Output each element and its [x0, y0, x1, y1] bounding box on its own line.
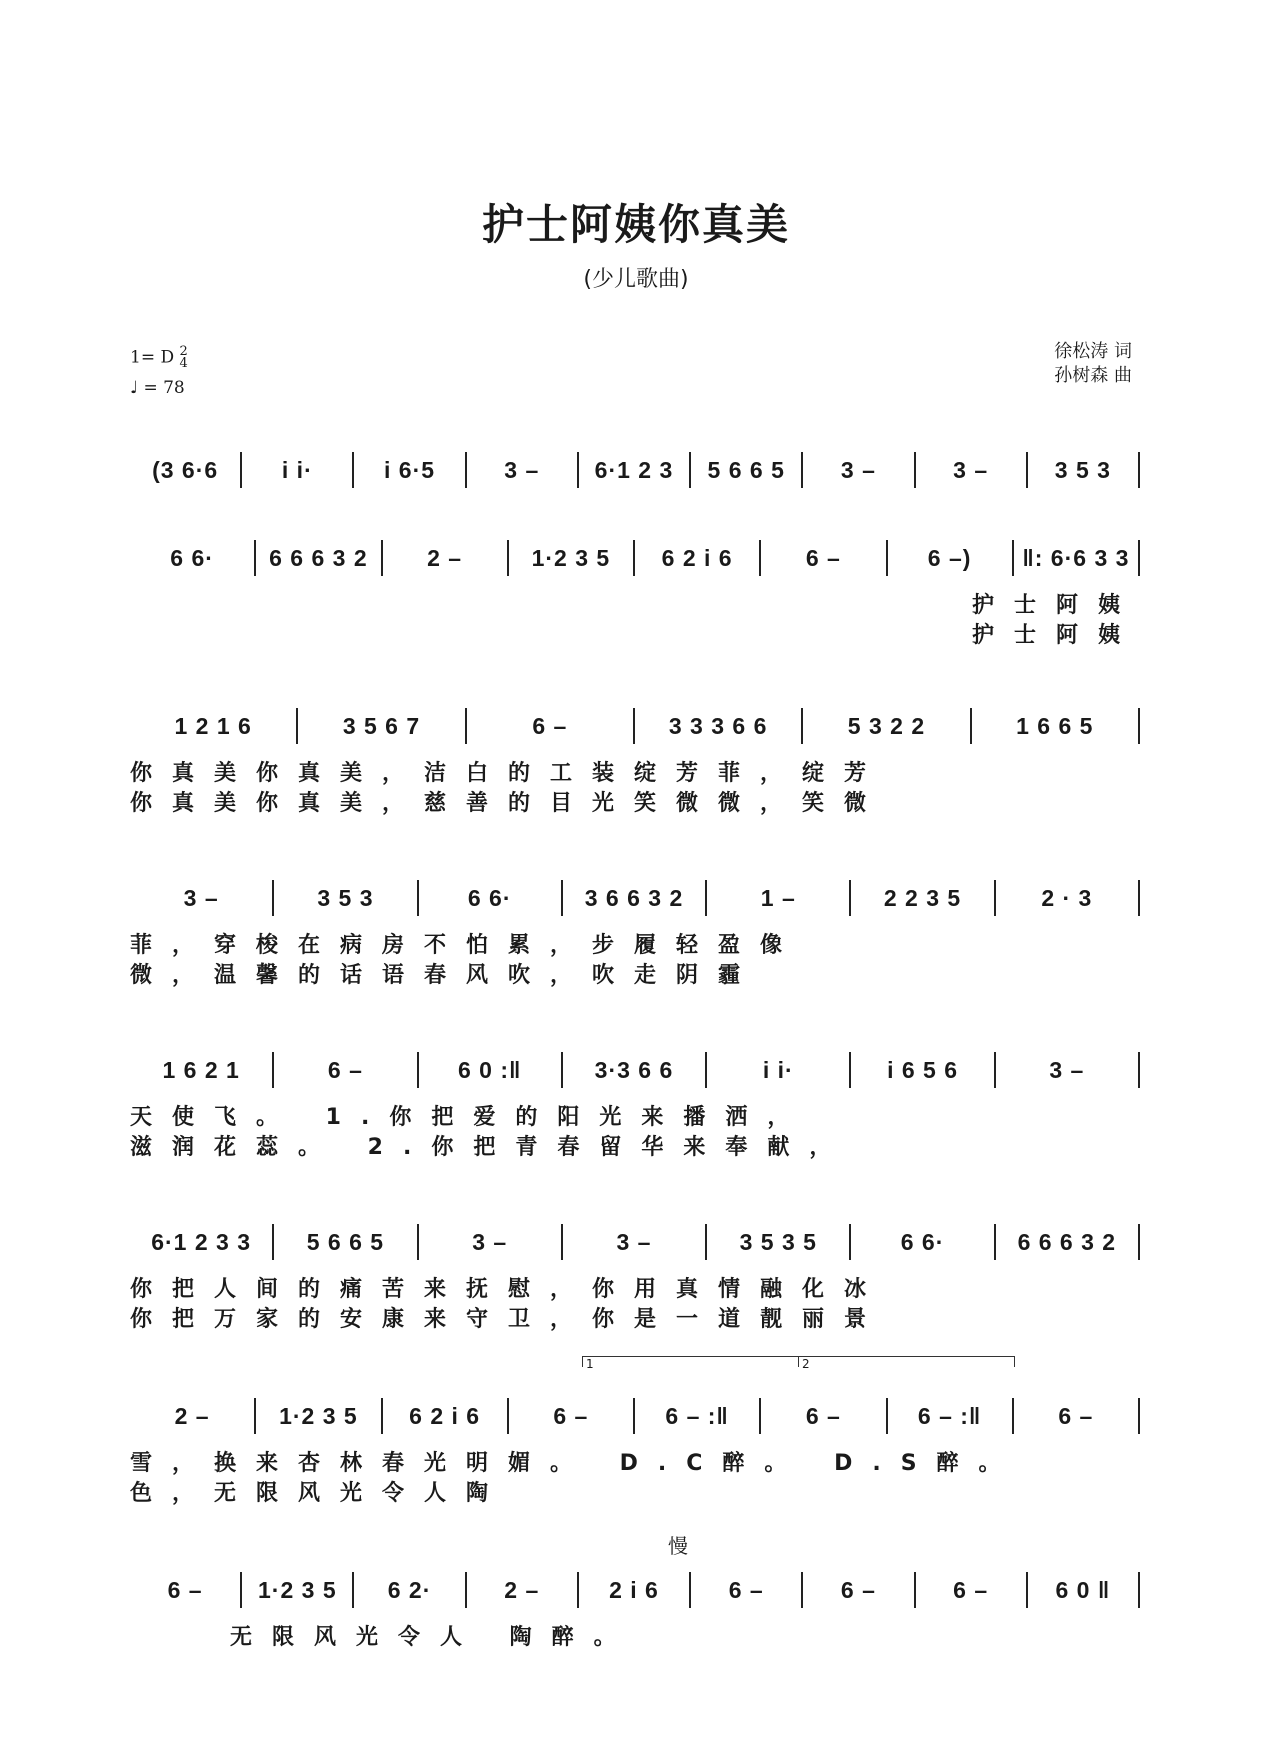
measure: 2 –	[174, 1402, 210, 1429]
lyric-line: 天使飞。 1.你把爱的阳光来播洒，	[130, 1105, 810, 1130]
measure: 1 –	[760, 884, 796, 911]
measure: 3 –	[616, 1228, 652, 1255]
measure: 3 5 3 5	[739, 1228, 817, 1255]
staff-row	[130, 1570, 1140, 1610]
measure: 3 –	[183, 884, 219, 911]
lyricist: 徐松涛 词	[1054, 341, 1132, 362]
measure: 1 6 6 5	[1016, 712, 1094, 739]
measure: 6 –)	[927, 544, 972, 571]
staff-row	[130, 450, 1140, 490]
lyric-line: 微，温馨的话语春风吹，吹走阴霾	[130, 963, 761, 988]
measure: 3 –	[1049, 1056, 1085, 1083]
lyric-line: 你真美你真美，慈善的目光笑微微，笑微	[130, 791, 887, 816]
measure: 6·1 2 3 3	[151, 1228, 252, 1255]
key-label: 1= D	[130, 347, 175, 368]
tempo-slow-mark: 慢	[668, 1534, 688, 1558]
measure: i 6·5	[384, 456, 436, 483]
lyric-line: 护士阿姨	[971, 623, 1140, 648]
measure: 6 –	[532, 712, 568, 739]
measure: 1 2 1 6	[174, 712, 252, 739]
lyric-line: 护士阿姨	[971, 593, 1140, 618]
measure: 6 6 6 3 2	[269, 544, 368, 571]
measure: 6 –	[1058, 1402, 1094, 1429]
time-bottom: 4	[179, 356, 188, 371]
measure: 6 2 i 6	[661, 544, 733, 571]
volta-1-label: 1	[586, 1357, 594, 1371]
lyric-line: 你真美你真美，洁白的工装绽芳菲，绽芳	[130, 761, 887, 786]
measure: 6 –	[805, 544, 841, 571]
measure: 6 –	[840, 1576, 876, 1603]
measure: i i·	[762, 1056, 794, 1083]
measure: 6 –	[327, 1056, 363, 1083]
measure: 3 3 3 6 6	[668, 712, 768, 739]
measure: 5 6 6 5	[306, 1228, 385, 1255]
staff-row	[130, 1222, 1140, 1262]
measure: 1·2 3 5	[531, 544, 611, 571]
staff-row	[130, 1050, 1140, 1090]
measure: 6 6·	[900, 1228, 945, 1255]
bar-line	[1138, 540, 1140, 576]
measure: 6 –	[167, 1576, 203, 1603]
lyric-line: 你把万家的安康来守卫，你是一道靓丽景	[130, 1307, 887, 1332]
tempo-mark	[130, 378, 185, 398]
measure: 2 i 6	[609, 1576, 659, 1603]
measure: (3 6·6	[152, 456, 219, 483]
staff-row	[130, 1396, 1140, 1436]
measure: 2 2 3 5	[883, 884, 962, 911]
lyric-line: 雪，换来杏林春光明媚。 D.C醉。 D.S醉。	[130, 1451, 1021, 1476]
staff-row	[130, 538, 1140, 578]
measure: i i·	[281, 456, 313, 483]
measure: 3 5 6 7	[342, 712, 421, 739]
measure: 6 6 6 3 2	[1017, 1228, 1117, 1255]
song-title: 护士阿姨你真美	[481, 200, 790, 249]
measure: 6 2·	[387, 1576, 432, 1603]
measure: ‖: 6·6 3 3	[1022, 544, 1130, 571]
time-top: 2	[179, 344, 188, 359]
measure: 6 – :‖	[665, 1402, 729, 1429]
measure: 3 6 6 3 2	[584, 884, 684, 911]
time-signature	[180, 346, 188, 370]
measure: 3 5 3	[317, 884, 374, 911]
measure: 3 –	[840, 456, 876, 483]
measure: 3 5 3	[1054, 456, 1111, 483]
bar-line	[1138, 1052, 1140, 1088]
lyric-line: 无限风光令人 陶醉。	[230, 1625, 636, 1650]
measure: 6 –	[728, 1576, 764, 1603]
measure: 3 –	[953, 456, 989, 483]
measure: 5 3 2 2	[847, 712, 926, 739]
staff-row	[130, 706, 1140, 746]
measure: 2 –	[504, 1576, 540, 1603]
lyric-line: 色，无限风光令人陶	[130, 1481, 509, 1506]
lyric-line: 你把人间的痛苦来抚慰，你用真情融化冰	[130, 1277, 887, 1302]
measure: 1·2 3 5	[258, 1576, 337, 1603]
quarter-note-icon: ♩	[130, 378, 139, 398]
measure: 1·2 3 5	[279, 1402, 358, 1429]
measure: 6 – :‖	[917, 1402, 982, 1429]
measure: 2 · 3	[1041, 884, 1093, 911]
bar-line	[1138, 880, 1140, 916]
measure: 6 6·	[170, 544, 214, 571]
volta-1-bracket	[582, 1356, 798, 1371]
song-subtitle: (少儿歌曲)	[583, 267, 689, 292]
lyric-line: 滋润花蕊。 2.你把青春留华来奉献，	[130, 1135, 852, 1160]
measure: 6·1 2 3	[594, 456, 674, 483]
bar-line	[1138, 708, 1140, 744]
measure: 6 6·	[467, 884, 512, 911]
volta-2-label: 2	[802, 1357, 810, 1371]
bar-line	[1138, 452, 1140, 488]
measure: 6 –	[805, 1402, 841, 1429]
composer: 孙树森 曲	[1054, 365, 1132, 386]
measure: i 6 5 6	[887, 1056, 959, 1083]
staff-row	[130, 878, 1140, 918]
measure: 3 –	[472, 1228, 508, 1255]
measure: 2 –	[427, 544, 463, 571]
measure: 3·3 6 6	[594, 1056, 674, 1083]
measure: 3 –	[504, 456, 540, 483]
credits	[1054, 340, 1132, 388]
tempo-value: = 78	[143, 378, 185, 398]
measure: 6 –	[553, 1402, 589, 1429]
bar-line	[1138, 1572, 1140, 1608]
measure: 6 2 i 6	[409, 1402, 481, 1429]
volta-2-bracket	[798, 1356, 1015, 1371]
key-signature	[130, 346, 188, 370]
measure: 6 0 :‖	[457, 1056, 522, 1083]
measure: 6 –	[953, 1576, 989, 1603]
bar-line	[1138, 1398, 1140, 1434]
measure: 1 6 2 1	[162, 1056, 240, 1083]
bar-line	[1138, 1224, 1140, 1260]
measure: 5 6 6 5	[707, 456, 785, 483]
lyric-line: 菲，穿梭在病房不怕累，步履轻盈像	[130, 933, 803, 958]
measure: 6 0 ‖	[1055, 1576, 1111, 1603]
